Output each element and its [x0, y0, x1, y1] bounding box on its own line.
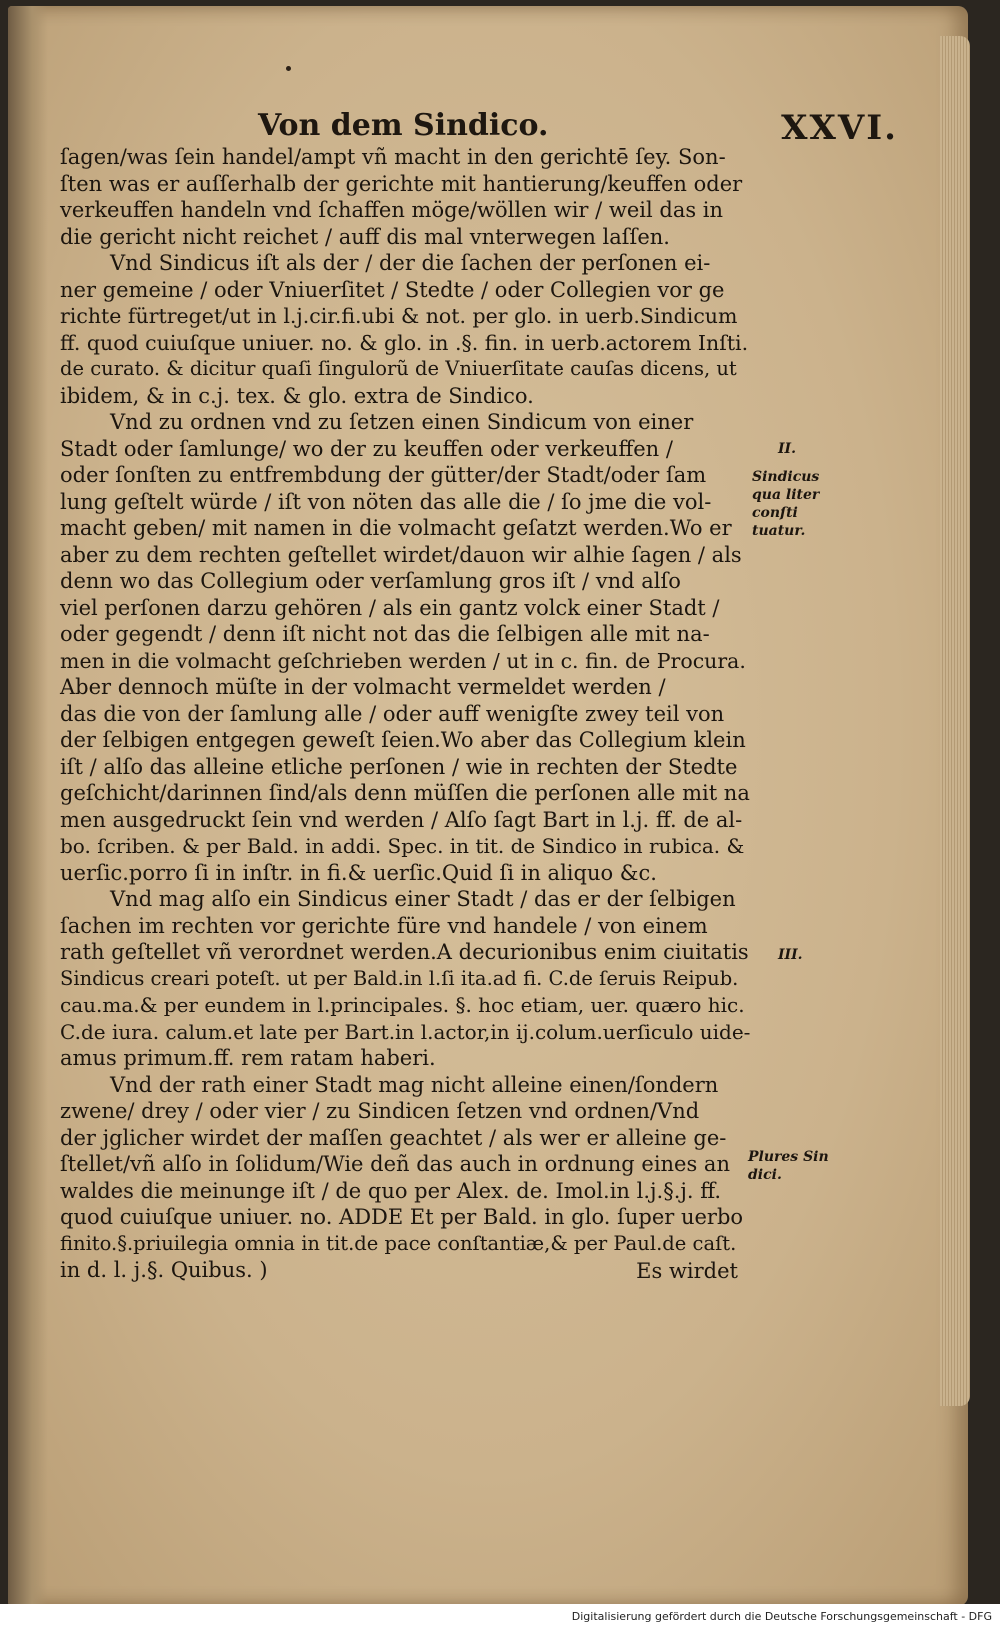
paragraph [60, 250, 750, 409]
text-line: ff. quod cuiuſque uniuer. no. & glo. in .§. fin. in uerb.actorem Inſti. [60, 330, 749, 355]
text-line: ibidem, & in c.j. tex. & glo. extra de Sindico. [60, 383, 534, 408]
book-gutter [8, 6, 48, 1606]
text-line: Vnd mag alſo ein Sindicus einer Stadt / das er der ſelbigen [110, 887, 736, 911]
text-line: Vnd der rath einer Stadt mag nicht alleine einen/ſondern [110, 1072, 719, 1097]
catchword: Es wirdet [636, 1258, 738, 1283]
main-text-block [60, 140, 750, 1284]
text-line: oder ſonſten zu entfrembdung der gütter/der Stadt/oder ſam [60, 463, 707, 487]
text-line: waldes die meinunge iſt / de quo per Alex. de. Imol.in l.j.§.j. ff. [60, 1178, 722, 1203]
text-line: bo. ſcriben. & per Bald. in addi. Spec. in tit. de Sindico in rubica. & [60, 834, 745, 858]
text-line: Aber dennoch müſte in der volmacht vermeldet werden / [60, 675, 666, 699]
digitization-footer [0, 1604, 1000, 1628]
text-line: men in die volmacht geſchrieben werden / ut in c. fin. de Procura. [60, 648, 746, 673]
margin-note: Sindicus qua liter conſti tuatur. [752, 469, 820, 539]
text-line: die gericht nicht reichet / auff dis mal vnterwegen laſſen. [60, 224, 670, 249]
running-title: Von dem Sindico. [258, 108, 549, 143]
paragraph [60, 886, 750, 1072]
text-line: men ausgedruckt ſein vnd werden / Alſo ſagt Bart in l.j. ff. de al- [60, 807, 743, 832]
footer-credit: Digitalisierung gefördert durch die Deutsche Forschungsgemeinschaft - DFG [571, 1610, 992, 1623]
text-line: finito.§.priuilegia omnia in tit.de pace conſtantiæ,& per Paul.de caſt. [60, 1231, 737, 1255]
text-line: aber zu dem rechten geſtellet wirdet/dauon wir alhie ſagen / als [60, 542, 742, 567]
text-line: oder gegendt / denn iſt nicht not das die ſelbigen alle mit na- [60, 622, 710, 646]
text-line: quod cuiuſque uniuer. no. ADDE Et per Bald. in glo. ſuper uerbo [60, 1205, 744, 1229]
paragraph [60, 1072, 750, 1284]
text-line: Sindicus creari poteſt. ut per Bald.in l.ſi ita.ad fi. C.de ſeruis Reipub. [60, 966, 739, 990]
text-line: richte fürtreget/ut in l.j.cir.fi.ubi & not. per glo. in uerb.Sindicum [60, 304, 738, 328]
text-line: lung geſtelt würde / iſt von nöten das alle die / ſo jme die vol- [60, 489, 712, 514]
text-line: amus primum.ff. rem ratam haberi. [60, 1046, 436, 1070]
text-line: Vnd zu ordnen vnd zu ſetzen einen Sindicum von einer [110, 410, 694, 434]
text-line: das die von der ſamlung alle / oder auff wenigſte zwey teil von [60, 701, 725, 726]
text-line: cau.ma.& per eundem in l.principales. §. hoc etiam, uer. quæro hic. [60, 993, 745, 1017]
text-line: verkeuffen handeln vnd ſchaffen möge/wöllen wir / weil das in [60, 198, 724, 222]
text-line: der jglicher wirdet der maſſen geachtet / als wer er alleine ge- [60, 1125, 727, 1150]
text-line: zwene/ drey / oder vier / zu Sindicen ſetzen vnd ordnen/Vnd [60, 1099, 700, 1123]
text-line: iſt / alſo das alleine etliche perſonen / wie in rechten der Stedte [60, 754, 738, 779]
folio-number: XXVI. [781, 108, 898, 148]
text-line: ſagen/was ſein handel/ampt vñ macht in den gerichtē ſey. Son- [60, 145, 726, 169]
text-line: viel perſonen darzu gehören / als ein gantz volck einer Stadt / [60, 595, 720, 620]
text-line: C.de iura. calum.et late per Bart.in l.actor,in ij.colum.uerſiculo uide- [60, 1019, 751, 1044]
text-line: de curato. & dicitur quaſi ſingulorũ de Vniuerſitate cauſas dicens, ut [60, 357, 737, 380]
margin-note: Plures Sin dici. [748, 1149, 829, 1183]
page-edges [940, 36, 970, 1406]
text-line: geſchicht/darinnen ſind/als denn müſſen die perſonen alle mit na [60, 781, 750, 805]
text-line: in d. l. j.§. Quibus. ) [60, 1258, 268, 1282]
text-line: ner gemeine / oder Vniuerſitet / Stedte / oder Collegien vor ge [60, 277, 725, 302]
text-line: Vnd Sindicus iſt als der / der die ſachen der perſonen ei- [110, 251, 711, 275]
text-line: ſten was er auſſerhalb der gerichte mit hantierung/keuffen oder [60, 171, 743, 196]
ink-speck [286, 66, 291, 71]
text-line: der ſelbigen entgegen geweſt ſeien.Wo aber das Collegium klein [60, 728, 746, 752]
text-line: ſtellet/vñ alſo in ſolidum/Wie deñ das auch in ordnung eines an [60, 1152, 730, 1176]
text-line: macht geben/ mit namen in die volmacht geſatzt werden.Wo er [60, 516, 732, 540]
text-line: Stadt oder ſamlunge/ wo der zu keuffen oder verkeuffen / [60, 436, 673, 461]
text-line: rath geſtellet vñ verordnet werden.A decurionibus enim ciuitatis [60, 940, 749, 964]
text-line: uerſic.porro ſi in inſtr. in fi.& uerſic.Quid ſi in aliquo &c. [60, 860, 657, 885]
text-line: ſachen im rechten vor gerichte füre vnd handele / von einem [60, 913, 708, 938]
text-line: denn wo das Collegium oder verſamlung gros iſt / vnd alſo [60, 569, 681, 593]
margin-note: III. [778, 947, 803, 963]
paragraph [60, 409, 750, 886]
paragraph [60, 144, 750, 250]
margin-note: II. [778, 441, 796, 457]
